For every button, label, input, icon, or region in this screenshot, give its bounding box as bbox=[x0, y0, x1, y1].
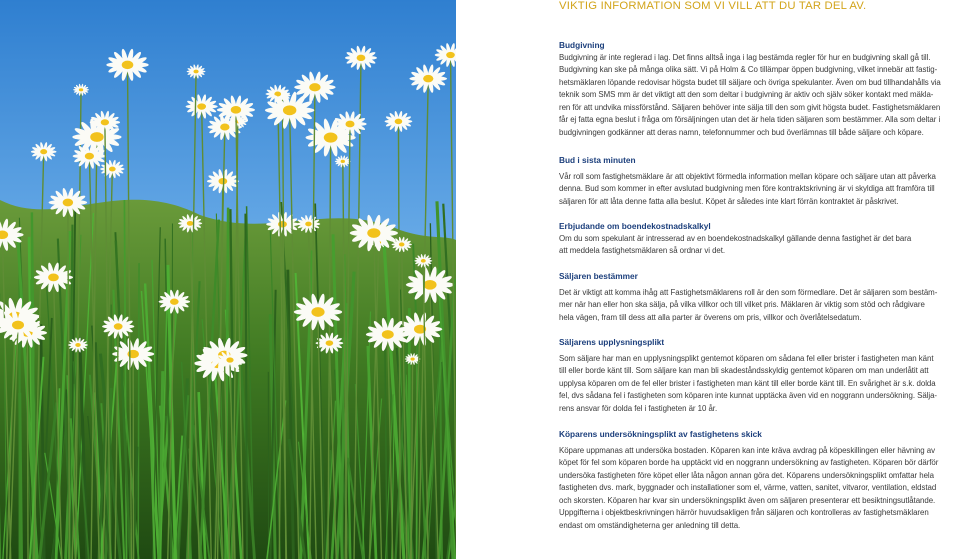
section-line: denna. Bud som kommer in efter avslutad budgivning men före kontraktskrivning är vi skyldiga att framföra till bbox=[559, 184, 935, 194]
section-line: säljaren för att låta denne fatta alla beslut. Köpet är således inte klart förrän kontraktet är påskrivet. bbox=[559, 196, 899, 206]
grass-blade bbox=[417, 344, 418, 559]
section-heading: Bud i sista minuten bbox=[559, 155, 636, 165]
section-line: Budgivning är inte reglerad i lag. Det finns alltså inga i lag bestämda regler för hur en budgivning skall gå till. bbox=[559, 52, 931, 62]
section-budgivning bbox=[559, 39, 959, 140]
section-line: Vår roll som fastighetsmäklare är att objektivt förmedla information mellan köpare och säljare utan att påverka bbox=[559, 171, 936, 181]
flower-stem bbox=[27, 333, 28, 559]
section-line: att meddela fastighetsmäklaren så ordnar vi det. bbox=[559, 246, 726, 256]
section-line: Det är viktigt att komma ihåg att Fastighetsmäklarens roll är den som förmedlare. Det är säljaren som bestäm- bbox=[559, 287, 938, 297]
section-bud-i-sista-minuten bbox=[559, 154, 959, 208]
section-line: mer när han eller hon ska sälja, på vilka villkor och till vilket pris. Mäklaren är viktig som stöd och rådgivare bbox=[559, 300, 925, 310]
section-line: Som säljare har man en upplysningsplikt gentemot köparen om sådana fel eller brister i fastigheten man känt bbox=[559, 353, 934, 363]
section-line: fastigheten dvs. mark, byggnader och installationer som el, värme, vatten, sanitet, vitvaror, ventilation, eldstad bbox=[559, 483, 937, 493]
section-heading: Budgivning bbox=[559, 40, 605, 50]
section-line: endast om omständigheterna ger anledning till detta. bbox=[559, 521, 741, 531]
section-line: Budgivning kan ske på många olika sätt. Vi på Holm & Co tillämpar öppen budgivning, vilket innebär att fastig- bbox=[559, 65, 938, 75]
section-saljaren-bestammer bbox=[559, 270, 959, 324]
section-line: hetsmäklaren löpande redovisar högsta budet till säljare och övriga spekulanter. Även om bud tillhandahålls via bbox=[559, 77, 941, 87]
daisy-field-photo bbox=[0, 0, 456, 559]
section-line: hela vägen, fram till dess att alla parter är överens om pris, villkor och överlåtelsedatum. bbox=[559, 312, 862, 322]
section-heading: Köparens undersökningsplikt av fastighetens skick bbox=[559, 429, 762, 439]
section-line: Uppgifterna i objektbeskrivningen härrör huvudsakligen från säljaren och kontrolleras av fastighetsmäklaren bbox=[559, 508, 929, 518]
section-undersokningsplikt bbox=[559, 428, 959, 533]
section-heading: Säljaren bestämmer bbox=[559, 271, 638, 281]
section-line: och skorsten. Köparen har kvar sin undersökningsplikt även om säljaren presenterar ett besiktningsutlåtande. bbox=[559, 495, 936, 505]
section-line: till eller borde känt till. Som säljare kan man bli skadeståndsskyldig gentemot köparen om man underlåtit att bbox=[559, 366, 929, 376]
section-line: budgivningen godkänner att deras namn, telefonnummer och bud överlämnas till både säljare och köpare. bbox=[559, 128, 924, 138]
daisy-field-illustration bbox=[0, 0, 456, 559]
grass-blade bbox=[245, 214, 246, 559]
section-line: rens ansvar för dolda fel i fastigheten är 10 år. bbox=[559, 403, 718, 413]
section-line: Köpare uppmanas att undersöka bostaden. Köparen kan inte kräva avdrag på köpeskillingen eller hävning av bbox=[559, 445, 935, 455]
section-line: fel, dvs sådana fel i fastigheten som köparen inte kunnat upptäcka även vid en noggrann undersökning. Sälja- bbox=[559, 391, 937, 401]
grass-blade bbox=[138, 263, 139, 559]
section-line: teknik som SMS mm är det viktigt att den som deltar i budgivning är aktiv och själv söker kontakt med mäkla- bbox=[559, 90, 934, 100]
page-title: VIKTIG INFORMATION SOM VI VILL ATT DU TAR DEL AV. bbox=[559, 0, 867, 12]
section-line: Om du som spekulant är intresserad av en boendekostnadskalkyl gällande denna fastighet är det bara bbox=[559, 233, 912, 243]
section-upplysningsplikt bbox=[559, 336, 959, 415]
section-heading: Erbjudande om boendekostnadskalkyl bbox=[559, 221, 711, 231]
section-line: köpet för fel som köparen borde ha upptäckt vid en noggrann undersökning av fastigheten. Köparen bör därför bbox=[559, 458, 939, 468]
section-boendekostnadskalkyl bbox=[559, 220, 959, 258]
section-line: ren för att undvika missförstånd. Säljaren behöver inte sälja till den som givit högsta budet. Fastighetsmäklaren bbox=[559, 102, 941, 112]
info-text-column bbox=[559, 0, 955, 559]
section-line: undersöka fastigheten före köpet eller låta någon annan göra det. Köparens undersökningsplikt omfattar hela bbox=[559, 470, 934, 480]
section-heading: Säljarens upplysningsplikt bbox=[559, 337, 665, 347]
section-line: får ej fatta egna beslut i fråga om försäljningen utan det är hela tiden säljaren som bestämmer. Alla som deltar i bbox=[559, 115, 941, 125]
section-line: upplysa köparen om de fel eller brister i fastigheten man känt till eller borde känt till. En svårighet är s.k. dolda bbox=[559, 378, 936, 388]
